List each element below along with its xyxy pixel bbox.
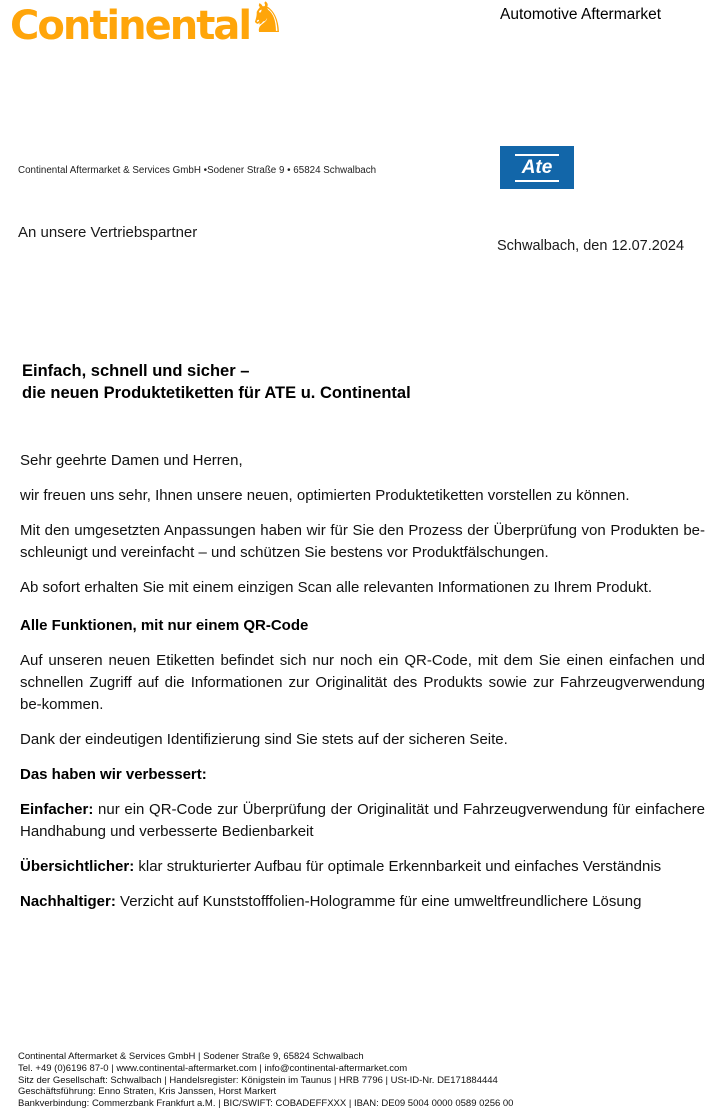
section-heading-improvements: Das haben wir verbessert: [20, 766, 207, 783]
paragraph-4: Auf unseren neuen Etiketten befindet sich nur noch ein QR-Code, mit dem Sie einen einfachen und schnellen Zugriff auf die Informationen zur Originalität des Produkts sowie zur Fahrzeugverwendung be-kommen. [20, 652, 705, 713]
subject-heading [22, 361, 411, 404]
horse-icon: ♞ [248, 0, 286, 41]
division-tagline: Automotive Aftermarket [500, 6, 662, 23]
improvement-label: Einfacher: [20, 801, 94, 818]
paragraph-1: wir freuen uns sehr, Ihnen unsere neuen, optimierten Produktetiketten vorstellen zu können. [20, 487, 630, 504]
improvement-text: Verzicht auf Kunststofffolien-Hologramme für eine umweltfreundlichere Lösung [115, 893, 642, 910]
footer-bank-line: Bankverbindung: Commerzbank Frankfurt a.M. | BIC/SWIFT: COBADEFFXXX | IBAN: DE09 5004 0000 0589 0256 00 [18, 1098, 514, 1110]
subject-line-1: Einfach, schnell und sicher – [22, 362, 250, 380]
improvement-item-einfacher [20, 799, 705, 843]
improvement-text: nur ein QR-Code zur Überprüfung der Originalität und Fahrzeugverwendung für einfachere Handhabung und verbesserte Bedienbarkeit [20, 801, 705, 840]
improvement-label: Nachhaltiger: [20, 893, 116, 910]
improvement-text: klar strukturierter Aufbau für optimale Erkennbarkeit und einfaches Verständnis [134, 858, 662, 875]
salutation: Sehr geehrte Damen und Herren, [20, 452, 243, 469]
section-heading-qr-code: Alle Funktionen, mit nur einem QR-Code [20, 617, 309, 634]
paragraph-5: Dank der eindeutigen Identifizierung sind Sie stets auf der sicheren Seite. [20, 731, 508, 748]
recipient-line: An unsere Vertriebspartner [18, 224, 198, 241]
subject-line-2: die neuen Produktetiketten für ATE u. Continental [22, 383, 411, 402]
improvement-item-nachhaltiger [20, 891, 705, 913]
improvement-item-uebersichtlicher [20, 856, 705, 878]
footer-contact-line: Tel. +49 (0)6196 87-0 | www.continental-aftermarket.com | info@continental-aftermarket.com [18, 1062, 408, 1074]
improvement-label: Übersichtlicher: [20, 858, 135, 875]
continental-wordmark: Continental [10, 3, 251, 49]
date-line: Schwalbach, den 12.07.2024 [497, 238, 685, 254]
footer-management-line: Geschäftsführung: Enno Straten, Kris Janssen, Horst Markert [18, 1086, 277, 1098]
ate-logo-text: Ate [515, 154, 560, 182]
paragraph-3: Ab sofort erhalten Sie mit einem einzigen Scan alle relevanten Informationen zu Ihrem Produkt. [20, 579, 653, 596]
continental-logo [10, 2, 286, 50]
sender-address-line: Continental Aftermarket & Services GmbH •Sodener Straße 9 • 65824 Schwalbach [18, 165, 377, 176]
letter-footer [18, 1051, 513, 1110]
letter-body [20, 450, 705, 926]
footer-company-line: Continental Aftermarket & Services GmbH | Sodener Straße 9, 65824 Schwalbach [18, 1051, 364, 1062]
paragraph-2: Mit den umgesetzten Anpassungen haben wir für Sie den Prozess der Überprüfung von Produkten be-schleunigt und vereinfacht – und schützen Sie bestens vor Produktfälschungen. [20, 522, 705, 561]
footer-registry-line: Sitz der Gesellschaft: Schwalbach | Handelsregister: Königstein im Taunus | HRB 7796 | USt-ID-Nr. DE171884444 [18, 1074, 498, 1086]
ate-logo [500, 146, 574, 189]
